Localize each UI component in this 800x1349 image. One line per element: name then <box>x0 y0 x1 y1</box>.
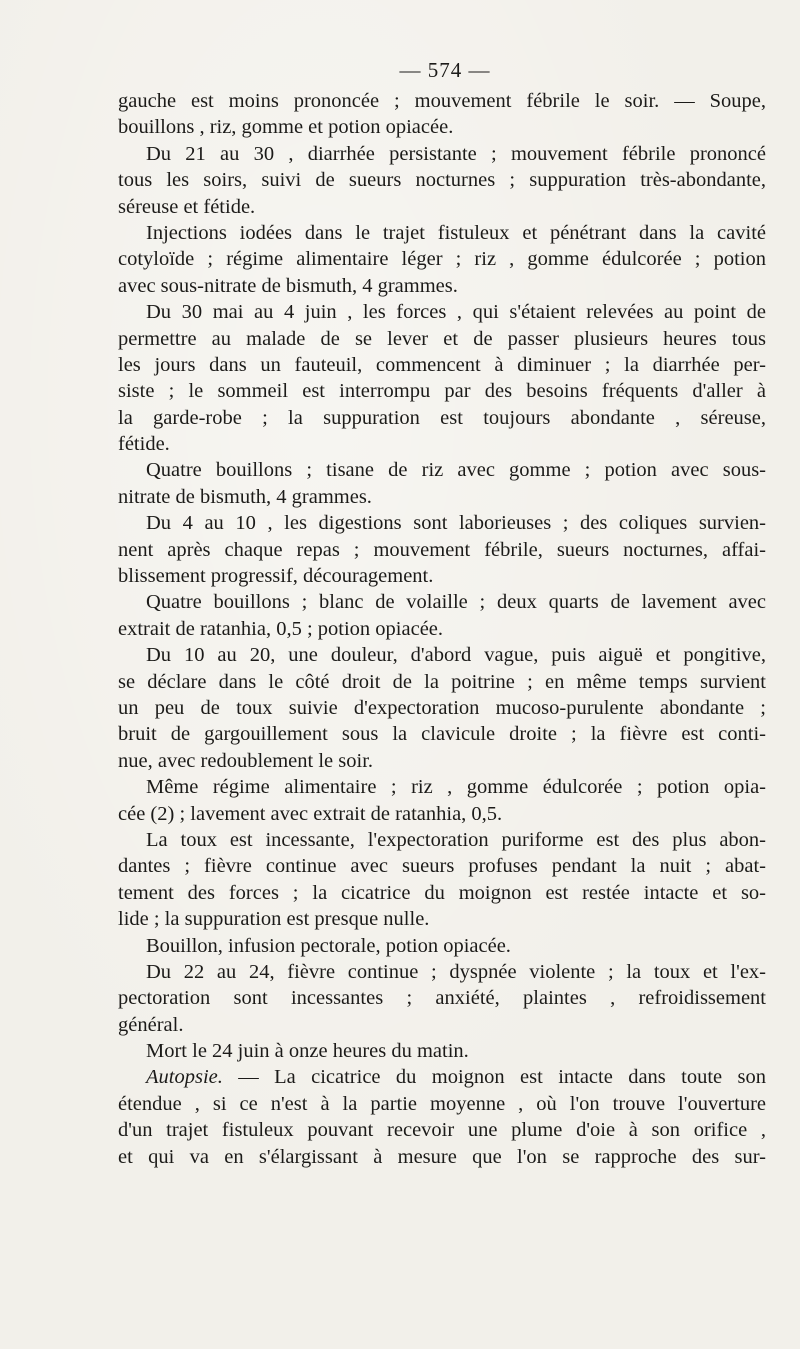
text-line <box>118 1064 766 1090</box>
text-line-content: se déclare dans le côté droit de la poitrine ; en même temps survient <box>118 670 766 693</box>
text-line <box>118 167 766 193</box>
text-line <box>118 1117 766 1143</box>
text-line-content: Du 30 mai au 4 juin , les forces , qui s'étaient relevées au point de <box>146 301 766 324</box>
text-line <box>118 326 766 352</box>
text-line-content: fétide. <box>118 433 170 456</box>
text-line <box>118 194 766 220</box>
text-line <box>118 642 766 668</box>
text-line <box>118 273 766 299</box>
text-line <box>118 721 766 747</box>
text-line <box>118 352 766 378</box>
text-line <box>118 669 766 695</box>
text-line <box>118 933 766 959</box>
text-line <box>118 457 766 483</box>
text-line-content: la garde-robe ; la suppuration est toujours abondante , séreuse, <box>118 406 766 429</box>
text-line-content: tous les soirs, suivi de sueurs nocturnes ; suppuration très-abondante, <box>118 169 766 192</box>
text-line-content: Du 21 au 30 , diarrhée persistante ; mouvement fébrile prononcé <box>146 142 766 165</box>
text-line-content: nitrate de bismuth, 4 grammes. <box>118 485 372 508</box>
text-line-content: Même régime alimentaire ; riz , gomme édulcorée ; potion opia- <box>146 776 766 799</box>
text-line-content: gauche est moins prononcée ; mouvement fébrile le soir. — Soupe, <box>118 90 766 112</box>
text-line <box>118 774 766 800</box>
text-line-content: Du 22 au 24, fièvre continue ; dyspnée violente ; la toux et l'ex- <box>146 960 766 983</box>
text-line-content: nue, avec redoublement le soir. <box>118 749 374 772</box>
text-line-content: d'un trajet fistuleux pouvant recevoir une plume d'oie à son orifice , <box>118 1119 766 1142</box>
text-line-content: blissement progressif, découragement. <box>118 565 434 588</box>
text-line-content: La toux est incessante, l'expectoration puriforme est des plus abon- <box>146 828 766 851</box>
text-line <box>118 589 766 615</box>
text-line <box>118 695 766 721</box>
text-line <box>118 563 766 589</box>
text-line-content: cée (2) ; lavement avec extrait de ratanhia, 0,5. <box>118 802 503 825</box>
text-line-content: Du 10 au 20, une douleur, d'abord vague, puis aiguë et pongitive, <box>146 644 766 667</box>
text-line <box>118 1091 766 1117</box>
text-line <box>118 299 766 325</box>
text-line-content: et qui va en s'élargissant à mesure que l'on se rapproche des sur- <box>118 1145 766 1168</box>
text-line-content: un peu de toux suivie d'expectoration mucoso-purulente abondante ; <box>118 696 766 719</box>
text-line <box>118 114 766 140</box>
text-line <box>118 141 766 167</box>
text-line-content: cotyloïde ; régime alimentaire léger ; riz , gomme édulcorée ; potion <box>118 248 766 271</box>
text-line-content: extrait de ratanhia, 0,5 ; potion opiacée. <box>118 617 444 640</box>
text-line-content: dantes ; fièvre continue avec sueurs profuses pendant la nuit ; abat- <box>118 855 766 878</box>
text-line-content: Injections iodées dans le trajet fistuleux et pénétrant dans la cavité <box>146 221 766 244</box>
text-line-content: bruit de gargouillement sous la clavicule droite ; la fièvre est conti- <box>118 723 766 746</box>
text-line <box>118 88 766 114</box>
text-line-content: étendue , si ce n'est à la partie moyenne , où l'on trouve l'ouverture <box>118 1092 766 1115</box>
text-line-content: nent après chaque repas ; mouvement fébrile, sueurs nocturnes, affai- <box>118 538 766 561</box>
text-line-content: tement des forces ; la cicatrice du moignon est restée intacte et so- <box>118 881 766 904</box>
text-line <box>118 1012 766 1038</box>
text-line-content: — La cicatrice du moignon est intacte dans toute son <box>222 1066 766 1089</box>
text-line <box>118 220 766 246</box>
text-line <box>118 801 766 827</box>
text-line-content: pectoration sont incessantes ; anxiété, plaintes , refroidissement <box>118 987 766 1010</box>
text-line <box>118 748 766 774</box>
text-line <box>118 378 766 404</box>
text-line <box>118 405 766 431</box>
body-text <box>118 88 766 1170</box>
text-line <box>118 959 766 985</box>
text-line-content: Du 4 au 10 , les digestions sont laborieuses ; des coliques survien- <box>146 512 766 535</box>
text-line <box>118 246 766 272</box>
text-line <box>118 484 766 510</box>
text-line <box>118 853 766 879</box>
text-line-content: siste ; le sommeil est interrompu par des besoins fréquents d'aller à <box>118 380 766 403</box>
text-line <box>118 1144 766 1170</box>
text-line <box>118 510 766 536</box>
text-line-content: général. <box>118 1013 184 1036</box>
text-line <box>118 1038 766 1064</box>
text-line-content: Quatre bouillons ; blanc de volaille ; deux quarts de lavement avec <box>146 591 766 614</box>
text-line <box>118 985 766 1011</box>
section-heading: Autopsie. <box>146 1066 223 1089</box>
text-line-content: Quatre bouillons ; tisane de riz avec gomme ; potion avec sous- <box>146 459 766 482</box>
page-number: — 574 — <box>399 58 491 82</box>
text-line-content: Mort le 24 juin à onze heures du matin. <box>146 1040 469 1063</box>
text-line <box>118 880 766 906</box>
text-line-content: les jours dans un fauteuil, commencent à diminuer ; la diarrhée per- <box>118 353 766 376</box>
text-line <box>118 537 766 563</box>
text-line <box>118 431 766 457</box>
text-line-content: séreuse et fétide. <box>118 195 256 218</box>
text-line <box>118 906 766 932</box>
text-line-content: permettre au malade de se lever et de passer plusieurs heures tous <box>118 327 766 350</box>
text-line-content: bouillons , riz, gomme et potion opiacée. <box>118 116 454 139</box>
text-line-content: avec sous-nitrate de bismuth, 4 grammes. <box>118 274 458 297</box>
text-line-content: Bouillon, infusion pectorale, potion opiacée. <box>146 934 511 957</box>
text-line-content: lide ; la suppuration est presque nulle. <box>118 908 430 931</box>
text-line <box>118 616 766 642</box>
text-line <box>118 827 766 853</box>
